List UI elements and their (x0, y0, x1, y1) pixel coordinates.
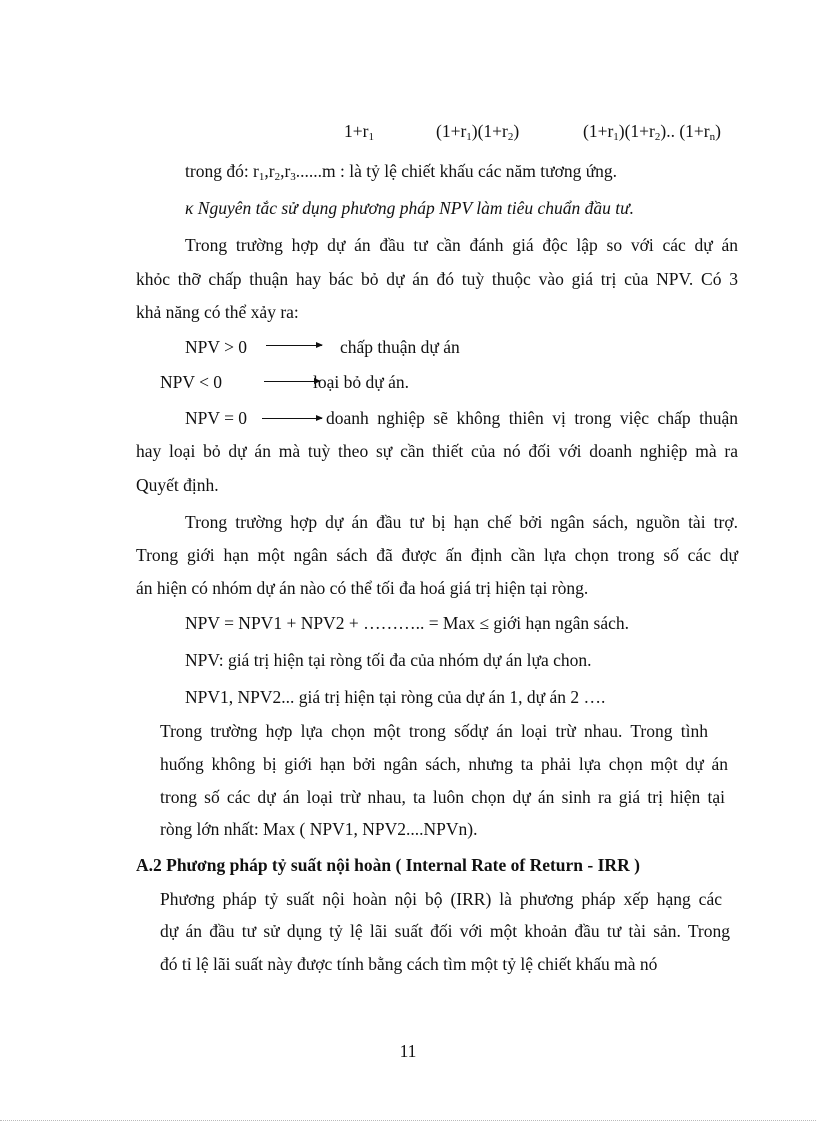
para4-line-1: Phương pháp tỷ suất nội hoàn nội bộ (IRR) là phương pháp xếp hạng các (160, 889, 722, 909)
para1-line-3: khả năng có thể xảy ra: (136, 302, 299, 322)
formula-denominator-2: $(1+r_1)(1+r_2)$ (436, 121, 520, 143)
case-zero-cont-1: hay loại bỏ dự án mà tuỳ theo sự cần thiết của nó đối với doanh nghiệp mà ra (136, 441, 738, 461)
formula-where-line: trong đó: $r_1,r_2,r_3......m$ : là tỷ lệ chiết khấu các năm tương ứng. (185, 161, 618, 183)
para4-line-2: dự án đầu tư sử dụng tỷ lệ lãi suất đối với một khoản đầu tư tài sản. Trong (160, 921, 730, 941)
formula-denominator-1: $1+r_1$ (344, 121, 374, 143)
case-positive-text: chấp thuận dự án (340, 337, 460, 357)
case-zero-text: doanh nghiệp sẽ không thiên vị trong việc chấp thuận (326, 408, 738, 428)
kappa-bullet: κ (185, 198, 194, 218)
para2-line-2: Trong giới hạn một ngân sách đã được ấn định cần lựa chọn trong số các dự (136, 545, 738, 565)
arrow-right-icon (262, 418, 322, 419)
arrow-right-icon (264, 381, 320, 382)
section-heading: A.2 Phương pháp tỷ suất nội hoàn ( Internal Rate of Return - IRR ) (136, 855, 640, 875)
para3-line-3: trong số các dự án loại trừ nhau, ta luôn chọn dự án sinh ra giá trị hiện tại (160, 787, 725, 807)
npv-definition: NPV: giá trị hiện tại ròng tối đa của nhóm dự án lựa chon. (185, 650, 592, 670)
para3-line-4: ròng lớn nhất: Max ( NPV1, NPV2....NPVn). (160, 819, 478, 839)
case-positive-label: NPV > 0 (185, 337, 248, 357)
formula-denominator-3: $(1+r_1)(1+r_2)$.. $(1+r_n)$ (583, 121, 721, 143)
case-zero-cont-2: Quyết định. (136, 475, 219, 495)
page-bottom-divider (0, 1120, 816, 1121)
para2-line-3: án hiện có nhóm dự án nào có thể tối đa hoá giá trị hiện tại ròng. (136, 578, 589, 598)
page-number: 11 (399, 1041, 417, 1061)
para1-line-1: Trong trường hợp dự án đầu tư cần đánh giá độc lập so với các dự án (185, 235, 738, 255)
para3-line-1: Trong trường hợp lựa chọn một trong sốdự án loại trừ nhau. Trong tình (160, 721, 708, 741)
para2-line-1: Trong trường hợp dự án đầu tư bị hạn chế bởi ngân sách, nguồn tài trợ. (185, 512, 738, 532)
npv-sum-equation: NPV = NPV1 + NPV2 + ……….. = Max ≤ giới hạn ngân sách. (185, 613, 629, 633)
para4-line-3: đó tỉ lệ lãi suất này được tính bằng cách tìm một tỷ lệ chiết khấu mà nó (160, 954, 658, 974)
case-negative-text: loại bỏ dự án. (313, 372, 409, 392)
case-zero-label: NPV = 0 (185, 408, 248, 428)
para1-line-2: khỏc thỡ chấp thuận hay bác bỏ dự án đó tuỳ thuộc vào giá trị của NPV. Có 3 (136, 269, 738, 289)
case-negative-label: NPV < 0 (160, 372, 223, 392)
arrow-right-icon (266, 345, 322, 346)
para3-line-2: huống không bị giới hạn bởi ngân sách, nhưng ta phải lựa chọn một dự án (160, 754, 728, 774)
npv-items-definition: NPV1, NPV2... giá trị hiện tại ròng của dự án 1, dự án 2 …. (185, 687, 606, 707)
principle-heading: κ Nguyên tắc sử dụng phương pháp NPV làm tiêu chuẩn đầu tư. (185, 198, 635, 218)
